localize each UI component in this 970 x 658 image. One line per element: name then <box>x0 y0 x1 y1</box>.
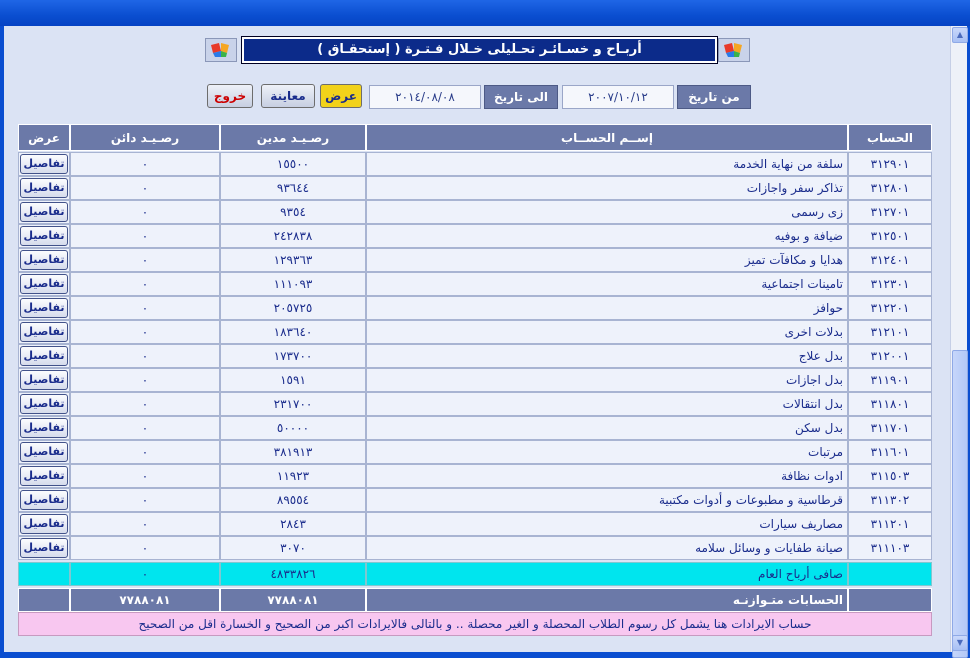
table-row <box>18 152 932 176</box>
view-button[interactable]: عرض <box>320 84 362 108</box>
balance-debit-total: ٧٧٨٨٠٨١ <box>220 588 366 612</box>
header-action: عرض <box>18 124 70 151</box>
debit-balance: ١٨٣٦٤٠ <box>220 320 366 344</box>
table-row <box>18 248 932 272</box>
account-name: بدل انتقالات <box>366 392 848 416</box>
action-cell <box>18 512 70 536</box>
debit-balance: ١١٩٢٣ <box>220 464 366 488</box>
account-code: ٣١١٣٠٢ <box>848 488 932 512</box>
table-row <box>18 320 932 344</box>
account-code: ٣١١٦٠١ <box>848 440 932 464</box>
details-button[interactable]: تفاصيل <box>20 490 68 510</box>
details-button[interactable]: تفاصيل <box>20 274 68 294</box>
credit-balance: ٠ <box>70 368 220 392</box>
window-title-bar <box>0 0 970 26</box>
action-cell <box>18 488 70 512</box>
details-button[interactable]: تفاصيل <box>20 226 68 246</box>
account-code: ٣١٢٨٠١ <box>848 176 932 200</box>
table-row <box>18 176 932 200</box>
debit-balance: ١٥٥٠٠ <box>220 152 366 176</box>
action-cell <box>18 224 70 248</box>
header-credit: رصـيـد دائن <box>70 124 220 151</box>
net-profit-credit: ٠ <box>70 562 220 586</box>
action-cell <box>18 536 70 560</box>
action-cell <box>18 152 70 176</box>
account-name: بدلات اخرى <box>366 320 848 344</box>
account-name: بدل اجازات <box>366 368 848 392</box>
net-action-empty <box>18 562 70 586</box>
credit-balance: ٠ <box>70 512 220 536</box>
debit-balance: ٢٤٢٨٣٨ <box>220 224 366 248</box>
debit-balance: ٣٨١٩١٣ <box>220 440 366 464</box>
credit-balance: ٠ <box>70 392 220 416</box>
credit-balance: ٠ <box>70 536 220 560</box>
details-button[interactable]: تفاصيل <box>20 370 68 390</box>
from-date-field[interactable]: ٢٠٠٧/١٠/١٢ <box>562 85 674 109</box>
account-code: ٣١٢١٠١ <box>848 320 932 344</box>
details-button[interactable]: تفاصيل <box>20 154 68 174</box>
account-name: مصاريف سيارات <box>366 512 848 536</box>
credit-balance: ٠ <box>70 344 220 368</box>
table-row <box>18 296 932 320</box>
account-name: بدل علاج <box>366 344 848 368</box>
account-name: تذاكر سفر واجازات <box>366 176 848 200</box>
table-row <box>18 512 932 536</box>
balance-row <box>18 588 932 612</box>
credit-balance: ٠ <box>70 248 220 272</box>
action-cell <box>18 176 70 200</box>
exit-button[interactable]: خروج <box>207 84 253 108</box>
account-code: ٣١٢٥٠١ <box>848 224 932 248</box>
details-button[interactable]: تفاصيل <box>20 202 68 222</box>
credit-balance: ٠ <box>70 464 220 488</box>
table-row <box>18 272 932 296</box>
account-code: ٣١٢٧٠١ <box>848 200 932 224</box>
preview-button[interactable]: معاينة <box>261 84 315 108</box>
account-name: تامينات اجتماعية <box>366 272 848 296</box>
credit-balance: ٠ <box>70 320 220 344</box>
header-code: الحساب <box>848 124 932 151</box>
account-name: ضيافة و بوفيه <box>366 224 848 248</box>
debit-balance: ٣٠٧٠ <box>220 536 366 560</box>
balance-code-empty <box>848 588 932 612</box>
header-name: إســم الحســاب <box>366 124 848 151</box>
account-name: صيانة طفايات و وسائل سلامه <box>366 536 848 560</box>
credit-balance: ٠ <box>70 296 220 320</box>
debit-balance: ٢٨٤٣ <box>220 512 366 536</box>
action-cell <box>18 320 70 344</box>
debit-balance: ٢٣١٧٠٠ <box>220 392 366 416</box>
account-code: ٣١٢٠٠١ <box>848 344 932 368</box>
table-row <box>18 488 932 512</box>
net-profit-debit: ٤٨٣٣٨٢٦ <box>220 562 366 586</box>
table-row <box>18 416 932 440</box>
debit-balance: ١٥٩١ <box>220 368 366 392</box>
credit-balance: ٠ <box>70 152 220 176</box>
account-name: قرطاسية و مطبوعات و أدوات مكتبية <box>366 488 848 512</box>
debit-balance: ١٧٣٧٠٠ <box>220 344 366 368</box>
details-button[interactable]: تفاصيل <box>20 346 68 366</box>
net-profit-label: صافى أرباح العام <box>366 562 848 586</box>
details-button[interactable]: تفاصيل <box>20 514 68 534</box>
to-date-field[interactable]: ٢٠١٤/٠٨/٠٨ <box>369 85 481 109</box>
action-cell <box>18 200 70 224</box>
details-button[interactable]: تفاصيل <box>20 418 68 438</box>
table-row <box>18 224 932 248</box>
debit-balance: ١٢٩٣٦٣ <box>220 248 366 272</box>
credit-balance: ٠ <box>70 488 220 512</box>
table-row <box>18 536 932 560</box>
account-code: ٣١١٧٠١ <box>848 416 932 440</box>
account-code: ٣١١٢٠١ <box>848 512 932 536</box>
details-button[interactable]: تفاصيل <box>20 250 68 270</box>
to-date-label: الى تاريخ <box>484 85 558 109</box>
account-name: ادوات نظافة <box>366 464 848 488</box>
action-cell <box>18 392 70 416</box>
debit-balance: ٩٣٥٤ <box>220 200 366 224</box>
action-cell <box>18 440 70 464</box>
details-button[interactable]: تفاصيل <box>20 394 68 414</box>
account-name: مرتبات <box>366 440 848 464</box>
debit-balance: ٩٣٦٤٤ <box>220 176 366 200</box>
debit-balance: ٥٠٠٠٠ <box>220 416 366 440</box>
account-code: ٣١١١٠٣ <box>848 536 932 560</box>
balance-credit-total: ٧٧٨٨٠٨١ <box>70 588 220 612</box>
window-frame-bottom <box>0 652 970 658</box>
table-row <box>18 392 932 416</box>
details-button[interactable]: تفاصيل <box>20 298 68 318</box>
balance-action-empty <box>18 588 70 612</box>
scroll-up-icon[interactable]: ▲ <box>952 27 968 43</box>
vertical-scrollbar[interactable] <box>950 26 967 652</box>
credit-balance: ٠ <box>70 416 220 440</box>
credit-balance: ٠ <box>70 176 220 200</box>
action-cell <box>18 272 70 296</box>
account-name: حوافز <box>366 296 848 320</box>
action-cell <box>18 416 70 440</box>
account-code: ٣١٢٤٠١ <box>848 248 932 272</box>
action-cell <box>18 464 70 488</box>
details-button[interactable]: تفاصيل <box>20 178 68 198</box>
credit-balance: ٠ <box>70 272 220 296</box>
debit-balance: ١١١٠٩٣ <box>220 272 366 296</box>
account-code: ٣١٢٣٠١ <box>848 272 932 296</box>
table-row <box>18 440 932 464</box>
logo-icon-right <box>718 38 750 62</box>
action-cell <box>18 344 70 368</box>
account-code: ٣١٢٢٠١ <box>848 296 932 320</box>
account-name: زى رسمى <box>366 200 848 224</box>
action-cell <box>18 248 70 272</box>
net-code-empty <box>848 562 932 586</box>
scroll-down-icon[interactable]: ▼ <box>952 635 968 651</box>
credit-balance: ٠ <box>70 440 220 464</box>
account-name: هدايا و مكافآت تميز <box>366 248 848 272</box>
table-row <box>18 464 932 488</box>
from-date-label: من تاريخ <box>677 85 751 109</box>
table-row <box>18 344 932 368</box>
table-row <box>18 200 932 224</box>
account-name: سلفة من نهاية الخدمة <box>366 152 848 176</box>
account-code: ٣١١٨٠١ <box>848 392 932 416</box>
debit-balance: ٢٠٥٧٢٥ <box>220 296 366 320</box>
balance-label: الحسابات متـوازنـه <box>366 588 848 612</box>
header-debit: رصـيـد مدين <box>220 124 366 151</box>
credit-balance: ٠ <box>70 224 220 248</box>
account-code: ٣١١٥٠٣ <box>848 464 932 488</box>
action-cell <box>18 296 70 320</box>
logo-icon-left <box>205 38 237 62</box>
account-code: ٣١٢٩٠١ <box>848 152 932 176</box>
details-button[interactable]: تفاصيل <box>20 442 68 462</box>
net-profit-row <box>18 562 932 586</box>
credit-balance: ٠ <box>70 200 220 224</box>
footer-note: حساب الايرادات هنا يشمل كل رسوم الطلاب المحصلة و الغير محصلة .. و بالتالى فالايرادات اكبر من الصحيح و الخسارة اقل من الصحيح <box>18 612 932 636</box>
details-button[interactable]: تفاصيل <box>20 322 68 342</box>
account-name: بدل سكن <box>366 416 848 440</box>
report-title: أربـاح و خسـائـر تحـليلى خـلال فـتـرة ( إستحقـاق ) <box>242 37 717 63</box>
debit-balance: ٨٩٥٥٤ <box>220 488 366 512</box>
table-row <box>18 368 932 392</box>
action-cell <box>18 368 70 392</box>
account-code: ٣١١٩٠١ <box>848 368 932 392</box>
details-button[interactable]: تفاصيل <box>20 538 68 558</box>
details-button[interactable]: تفاصيل <box>20 466 68 486</box>
scrollbar-thumb[interactable] <box>952 350 968 658</box>
